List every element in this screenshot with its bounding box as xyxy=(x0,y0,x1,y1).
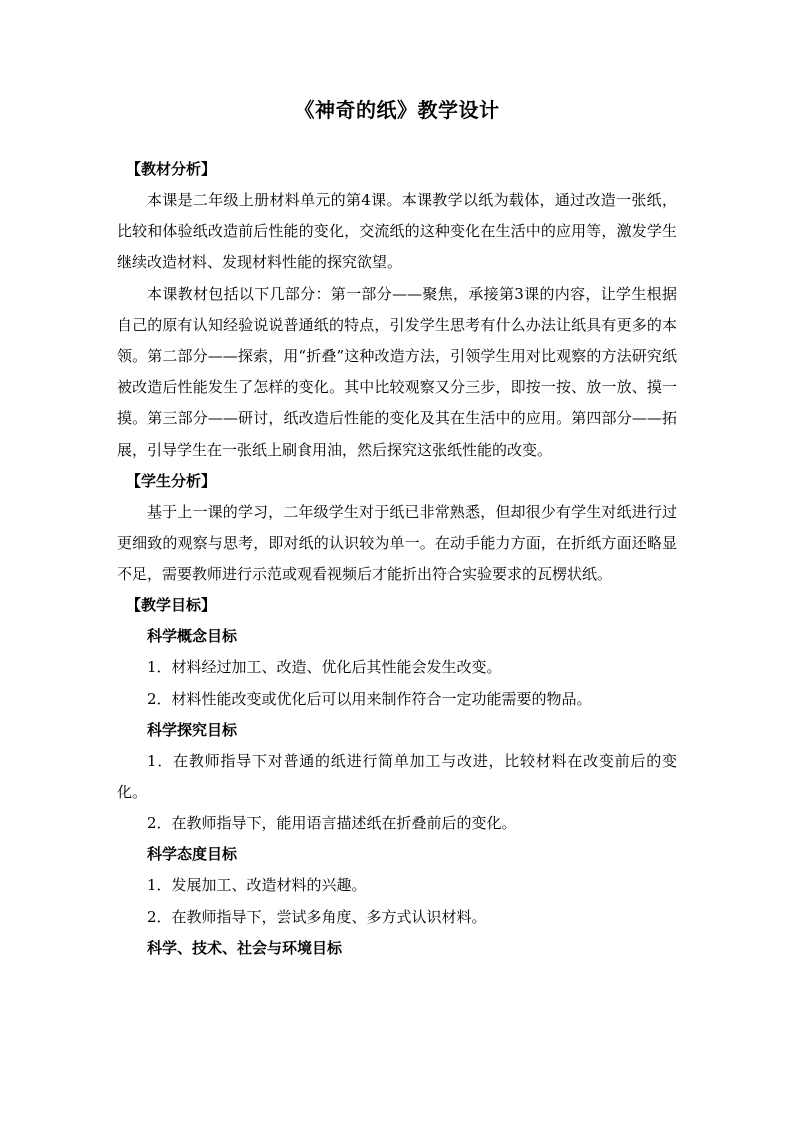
paragraph: 基于上一课的学习，二年级学生对于纸已非常熟悉，但却很少有学生对纸进行过更细致的观察与思考，即对纸的认识较为单一。在动手能力方面，在折纸方面还略显不足，需要教师进行示范或观看视频后才能折出符合实验要求的瓦楞状纸。 xyxy=(117,502,677,584)
document-title: 《神奇的纸》教学设计 xyxy=(294,98,500,122)
goal-item: 1．在教师指导下对普通的纸进行简单加工与改进，比较材料在改变前后的变化。 xyxy=(117,751,677,802)
section-heading: 【教材分析】 xyxy=(126,160,217,178)
goal-item: 1．材料经过加工、改造、优化后其性能会发生改变。 xyxy=(147,658,502,677)
document-page xyxy=(117,95,677,964)
section-textbook-analysis xyxy=(117,154,677,466)
goal-item: 2．在教师指导下，能用语言描述纸在折叠前后的变化。 xyxy=(147,814,517,833)
section-student-analysis xyxy=(117,466,677,591)
goal-subheading: 科学、技术、社会与环境目标 xyxy=(147,938,343,957)
goal-group-concept xyxy=(117,621,677,714)
paragraph: 本课教材包括以下几部分：第一部分——聚焦，承接第3课的内容，让学生根据自己的原有认知经验说说普通纸的特点，引发学生思考有什么办法让纸具有更多的本领。第二部分——探索，用“折叠”这种改造方法，引领学生用对比观察的方法研究纸被改造后性能发生了怎样的变化。其中比较观察又分三步，即按一按、放一放、摸一摸。第三部分——研讨，纸改造后性能的变化及其在生活中的应用。第四部分——拓展，引导学生在一张纸上刷食用油，然后探究这张纸性能的改变。 xyxy=(117,284,677,459)
section-teaching-goals xyxy=(117,590,677,963)
section-heading: 【教学目标】 xyxy=(126,596,217,615)
goal-group-inquiry xyxy=(117,715,677,840)
goal-group-attitude xyxy=(117,839,677,932)
goal-item: 2．材料性能改变或优化后可以用来制作符合一定功能需要的物品。 xyxy=(147,689,592,708)
goal-subheading: 科学态度目标 xyxy=(147,845,238,864)
goal-subheading: 科学探究目标 xyxy=(147,720,238,739)
goal-item: 2．在教师指导下，尝试多角度、多方式认识材料。 xyxy=(147,907,487,926)
goal-subheading: 科学概念目标 xyxy=(147,627,238,646)
goal-item: 1．发展加工、改造材料的兴趣。 xyxy=(147,876,367,895)
section-heading: 【学生分析】 xyxy=(126,471,217,490)
paragraph: 本课是二年级上册材料单元的第4课。本课教学以纸为载体，通过改造一张纸，比较和体验纸改造前后性能的变化，交流纸的这种变化在生活中的应用等，激发学生继续改造材料、发现材料性能的探究欲望。 xyxy=(117,191,677,272)
goal-group-stse xyxy=(117,933,677,964)
